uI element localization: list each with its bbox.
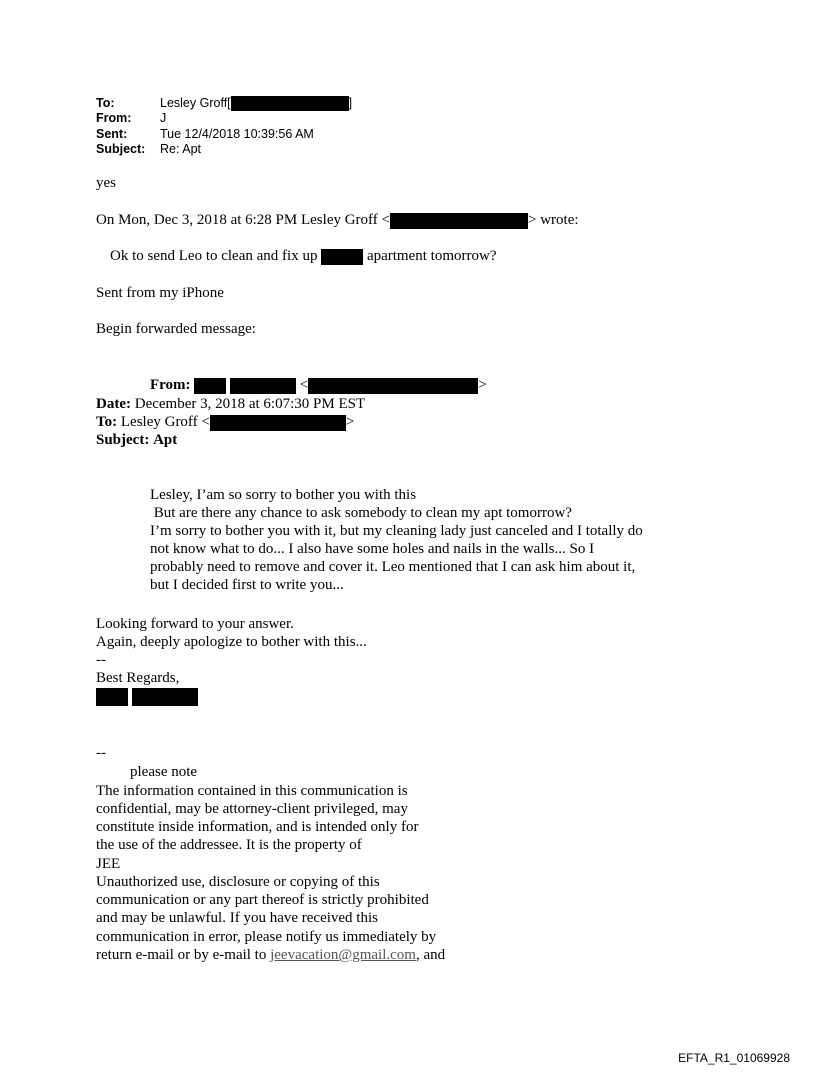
fwd-body-line: not know what to do... I also have some holes and nails in the walls... So I (150, 541, 595, 557)
disclaimer-sep: -- (96, 745, 106, 761)
disclaimer-line: communication in error, please notify us immediately by (96, 929, 437, 945)
document-id: EFTA_R1_01069928 (678, 1051, 790, 1065)
redaction-box (96, 688, 128, 706)
fwd-body-line: I’m sorry to bother you with it, but my cleaning lady just canceled and I totally do (150, 523, 643, 539)
redaction-box (132, 688, 198, 706)
sent-label: Sent: (96, 127, 128, 141)
disclaimer-line: communication or any part thereof is strictly prohibited (96, 892, 429, 908)
sent-value: Tue 12/4/2018 10:39:56 AM (160, 127, 314, 141)
fwd-lt: < (299, 377, 309, 393)
email-link[interactable]: jeevacation@gmail.com (270, 947, 416, 963)
fwd-to-gt: > (345, 414, 355, 430)
redaction-box (308, 378, 478, 394)
fwd-to-line (96, 413, 354, 431)
disclaimer-line: the use of the addressee. It is the property of (96, 837, 362, 853)
redaction-box (194, 378, 226, 394)
forward-label: Begin forwarded message: (96, 321, 256, 337)
from-value: J (160, 111, 167, 125)
fwd-subject-line (96, 431, 177, 449)
fwd-subject-value: Apt (153, 432, 178, 448)
quoted-start: Ok to send Leo to clean and fix up (110, 248, 318, 264)
fwd-to-value: Lesley Groff < (120, 414, 210, 430)
fwd-date-label: Date: (96, 396, 131, 412)
to-name: Lesley Groff[ (160, 96, 231, 110)
redaction-box (230, 378, 296, 394)
disclaimer-last-end: , and (415, 947, 446, 963)
fwd-from-label: From: (150, 377, 191, 393)
fwd-subject-label: Subject: (96, 432, 150, 448)
to-value (160, 96, 352, 111)
iphone-signature: Sent from my iPhone (96, 285, 224, 301)
redaction-box (210, 415, 346, 431)
to-label: To: (96, 96, 115, 110)
disclaimer-note: please note (130, 764, 198, 780)
fwd-body-line: Lesley, I’am so sorry to bother you with this (150, 487, 417, 503)
best-regards: Best Regards, (96, 670, 180, 686)
fwd-date-value: December 3, 2018 at 6:07:30 PM EST (134, 396, 366, 412)
fwd-gt: > (478, 377, 487, 393)
subject-label: Subject: (96, 142, 146, 156)
closing-line: Again, deeply apologize to bother with this... (96, 634, 367, 650)
disclaimer-last-line (96, 946, 445, 964)
quoted-message (110, 247, 497, 265)
reply-text: yes (96, 175, 116, 191)
fwd-body-line: But are there any chance to ask somebody to clean my apt tomorrow? (150, 505, 572, 521)
closing-sep: -- (96, 652, 106, 668)
fwd-body-line: probably need to remove and cover it. Leo mentioned that I can ask him about it, (150, 559, 636, 575)
disclaimer-line: The information contained in this communication is (96, 783, 408, 799)
fwd-from-line (150, 376, 487, 394)
disclaimer-line: Unauthorized use, disclosure or copying of this (96, 874, 380, 890)
disclaimer-line: and may be unlawful. If you have received this (96, 910, 378, 926)
redaction-box (390, 213, 528, 229)
from-label: From: (96, 111, 132, 125)
subject-value: Re: Apt (160, 142, 201, 156)
closing-line: Looking forward to your answer. (96, 616, 294, 632)
fwd-body-line: but I decided first to write you... (150, 577, 344, 593)
quote-intro-end: > wrote: (527, 212, 579, 228)
disclaimer-last-start: return e-mail or by e-mail to (96, 947, 271, 963)
redaction-box (231, 96, 349, 111)
fwd-to-label: To: (96, 414, 118, 430)
disclaimer-line: constitute inside information, and is intended only for (96, 819, 419, 835)
disclaimer-line: confidential, may be attorney-client privileged, may (96, 801, 408, 817)
quoted-end: apartment tomorrow? (366, 248, 497, 264)
redaction-box (321, 249, 363, 265)
fwd-date-line (96, 395, 365, 413)
quote-intro (96, 211, 579, 229)
sender-name-redacted (96, 688, 198, 706)
quote-intro-start: On Mon, Dec 3, 2018 at 6:28 PM Lesley Groff < (96, 212, 390, 228)
disclaimer-line: JEE (96, 856, 121, 872)
to-close: ] (348, 96, 353, 110)
